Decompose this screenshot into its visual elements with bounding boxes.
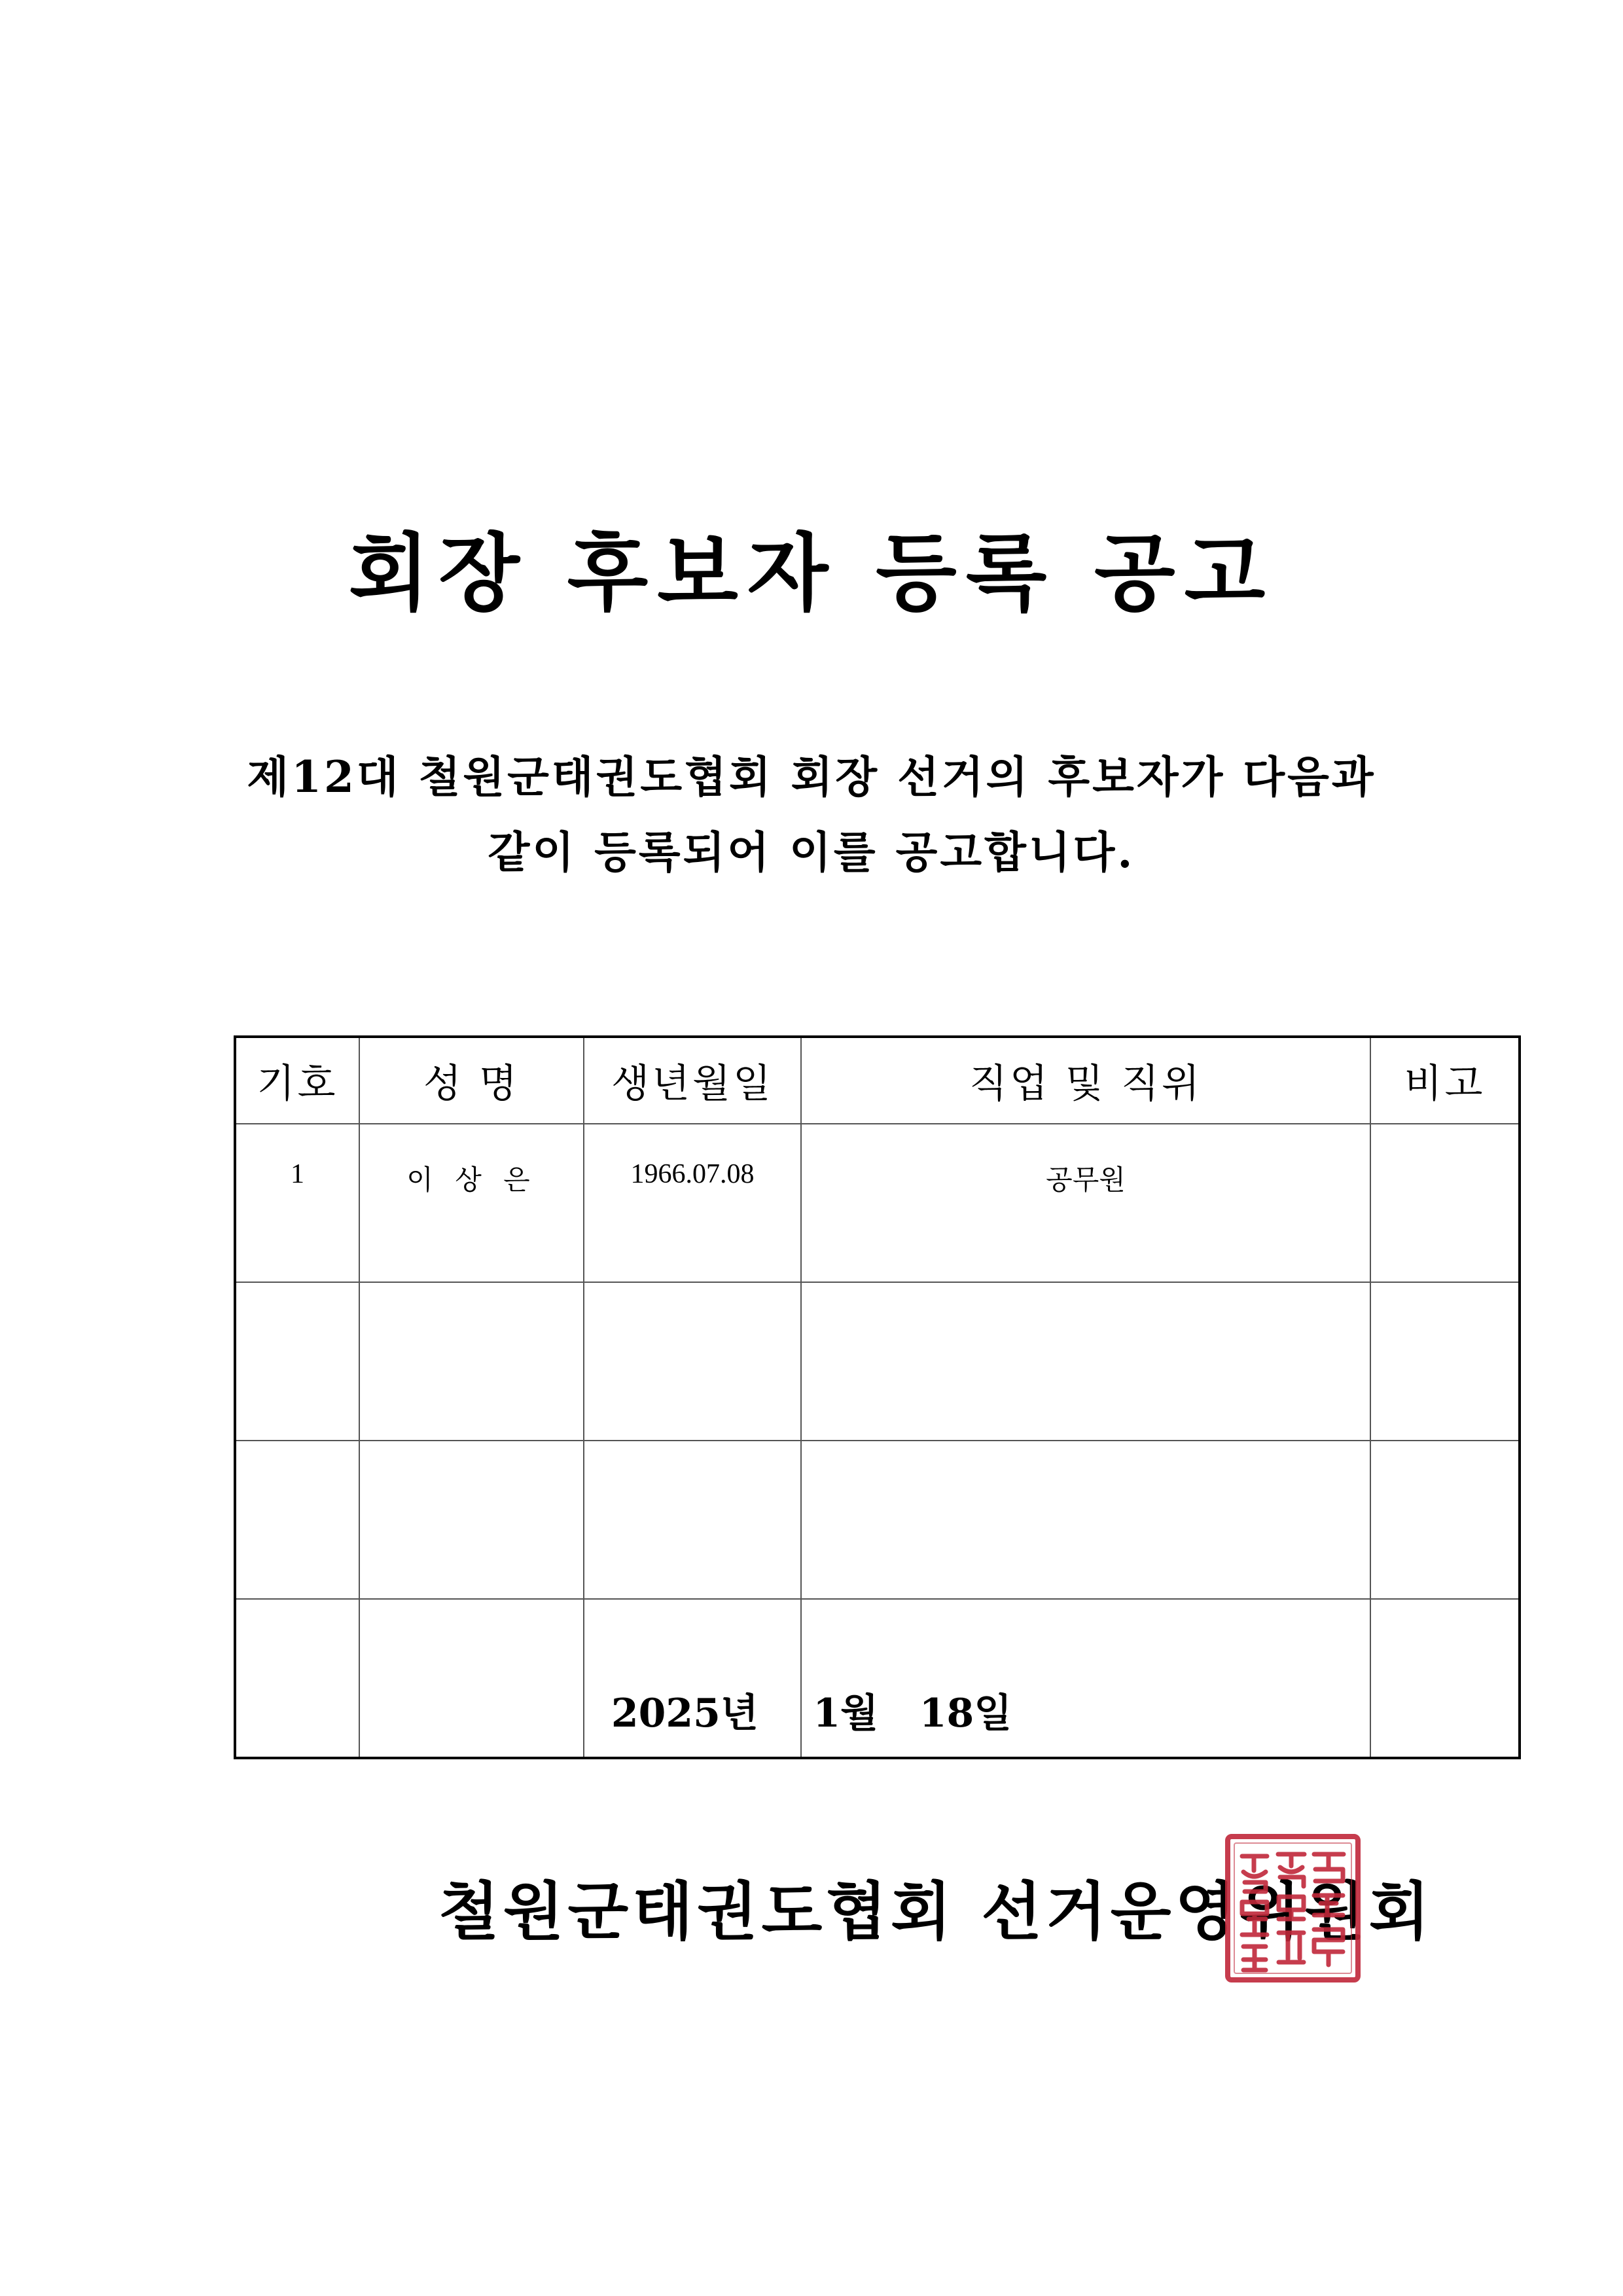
announcement-text — [196, 740, 1427, 890]
cell-name — [359, 1441, 584, 1599]
cell-birthdate: 1966.07.08 — [584, 1124, 801, 1282]
cell-occupation — [801, 1441, 1370, 1599]
header-occupation: 직업 및 직위 — [801, 1037, 1370, 1124]
cell-occupation — [801, 1282, 1370, 1441]
page-title: 회장 후보자 등록 공고 — [348, 524, 1275, 622]
table-header-row — [235, 1037, 1520, 1124]
cell-name — [359, 1282, 584, 1441]
header-name: 성 명 — [359, 1037, 584, 1124]
cell-number — [235, 1282, 359, 1441]
cell-remarks — [1370, 1441, 1520, 1599]
cell-number — [235, 1441, 359, 1599]
announcement-line-2: 같이 등록되어 이를 공고합니다. — [488, 827, 1135, 878]
cell-remarks — [1370, 1282, 1520, 1441]
cell-number: 1 — [235, 1124, 359, 1282]
table-row — [235, 1441, 1520, 1599]
announcement-line-1: 제12대 철원군태권도협회 회장 선거의 후보자가 다음과 — [247, 751, 1376, 802]
official-seal-stamp — [1222, 1831, 1363, 1985]
cell-name: 이 상 은 — [359, 1124, 584, 1282]
header-birthdate: 생년월일 — [584, 1037, 801, 1124]
announcement-date: 2025년 1월 18일 — [611, 1691, 1012, 1736]
cell-birthdate — [584, 1441, 801, 1599]
header-remarks: 비고 — [1370, 1037, 1520, 1124]
table-row — [235, 1282, 1520, 1441]
organization-name: 철원군태권도협회 선거운영위원회 — [438, 1874, 1434, 1948]
cell-remarks — [1370, 1124, 1520, 1282]
cell-birthdate — [584, 1282, 801, 1441]
cell-occupation: 공무원 — [801, 1124, 1370, 1282]
candidate-table — [234, 1035, 1521, 1759]
header-number: 기호 — [235, 1037, 359, 1124]
table-row — [235, 1124, 1520, 1282]
